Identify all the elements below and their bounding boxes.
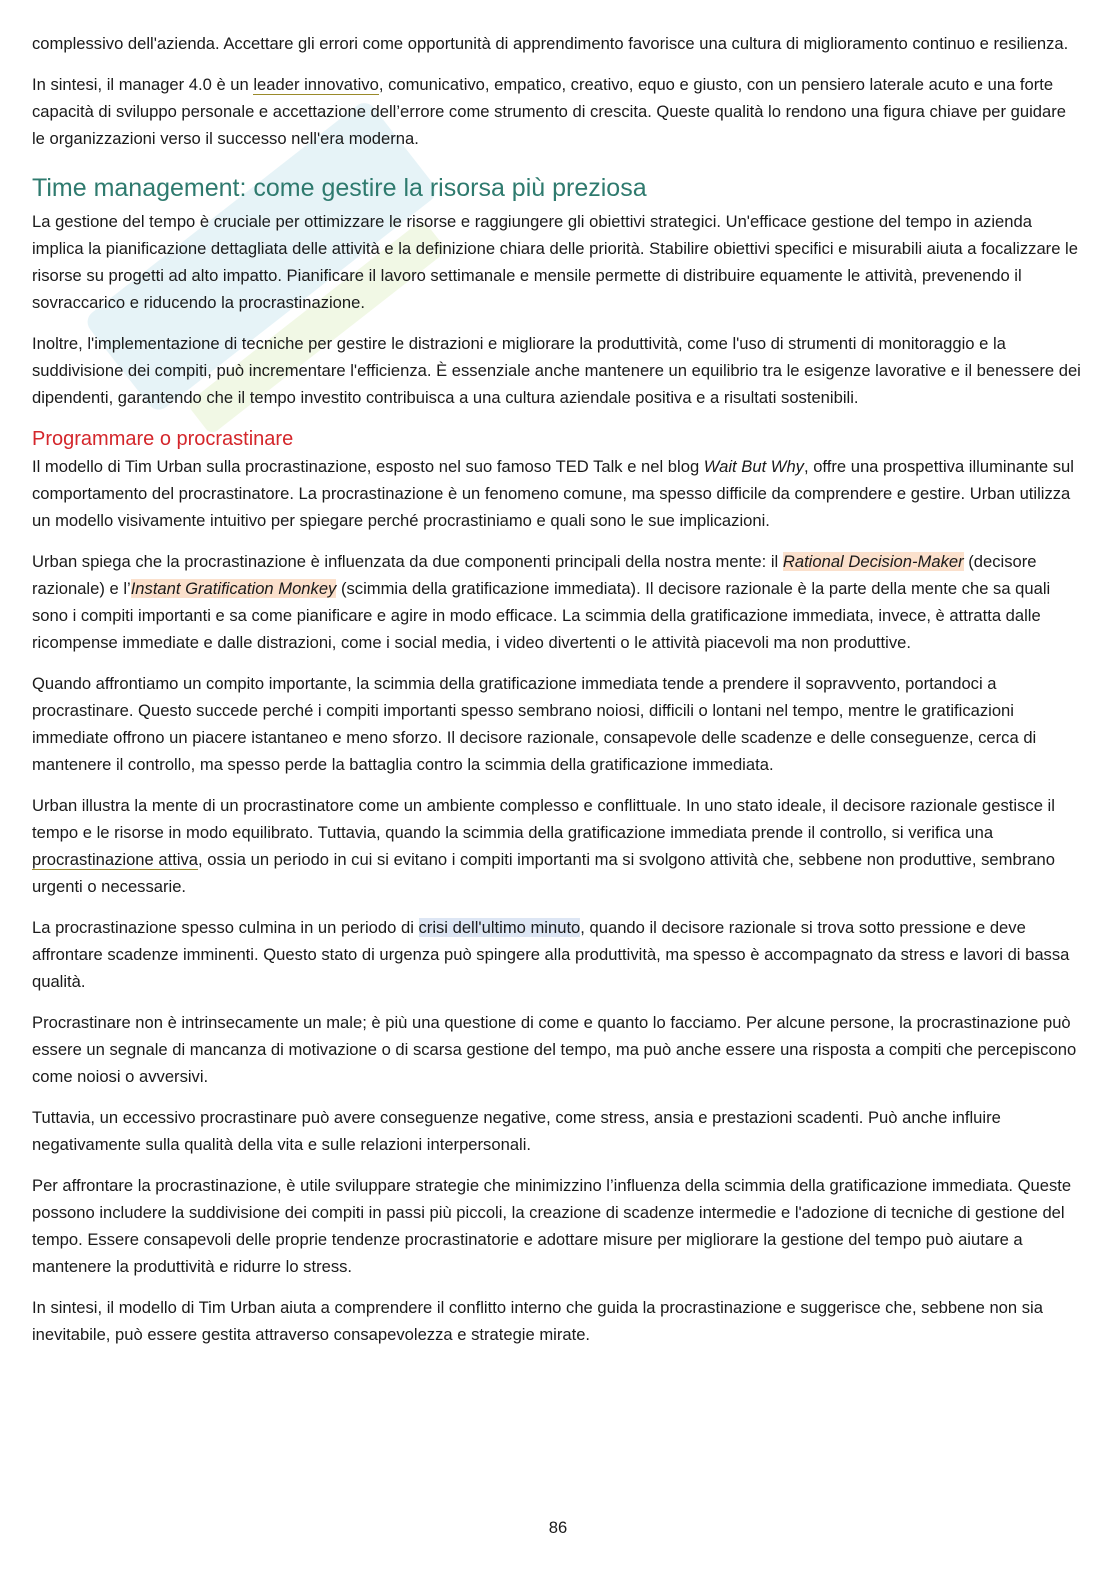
highlight-rational-decision-maker: Rational Decision-Maker [782,552,964,571]
section-heading: Time management: come gestire la risorsa più preziosa [32,174,647,202]
subsection-heading: Programmare o procrastinare [32,428,294,450]
text-span: (scimmia della gratificazione immediata). Il decisore razionale è la parte della mente che sa quali sono i compiti importanti e sa come pianificare e agire in modo efficace. La scimmia della gratificazione immediata, invece, è attratta dalle ricompense immediate e dalle distrazioni, come i social media, i video divertenti o le attività piacevoli ma non produttive. [32,579,1051,652]
paragraph [32,453,1082,534]
paragraph [32,548,1082,656]
link-procrastinazione-attiva[interactable]: procrastinazione attiva [32,850,199,869]
paragraph: Procrastinare non è intrinsecamente un male; è più una questione di come e quanto lo facciamo. Per alcune persone, la procrastinazione può essere un segnale di mancanza di motivazione o di scarsa gestione del tempo, ma può anche essere una risposta a compiti che percepiscono come noiosi o avversivi. [32,1013,1077,1086]
text-span: , comunicativo, empatico, creativo, equo e giusto, con un pensiero laterale acuto e una forte capacità di sviluppo personale e accettazione dell’errore come strumento di crescita. Queste qualità lo rendono una figura chiave per guidare le organizzazioni verso il successo nell'era moderna. [32,75,1067,148]
paragraph: La gestione del tempo è cruciale per ottimizzare le risorse e raggiungere gli obiettivi strategici. Un'efficace gestione del tempo in azienda implica la pianificazione dettagliata delle attività e la definizione chiara delle priorità. Stabilire obiettivi specifici e misurabili aiuta a focalizzare le risorse su progetti ad alto impatto. Pianificare il lavoro settimanale e mensile permette di distribuire equamente le attività, prevenendo il sovraccarico e riducendo la procrastinazione. [32,212,1078,312]
text-span: , offre una prospettiva illuminante sul comportamento del procrastinatore. La procrastinazione è un fenomeno comune, ma spesso difficile da comprendere e gestire. Urban utilizza un modello visivamente intuitivo per spiegare perché procrastiniamo e quali sono le sue implicazioni. [32,457,1074,530]
text-span: Urban spiega che la procrastinazione è influenzata da due componenti principali della nostra mente: il [32,552,783,571]
paragraph: Per affrontare la procrastinazione, è utile sviluppare strategie che minimizzino l’influenza della scimmia della gratificazione immediata. Queste possono includere la suddivisione dei compiti in passi più piccoli, la creazione di scadenze intermedie e l'adozione di tecniche di gestione del tempo. Essere consapevoli delle proprie tendenze procrastinatorie e adottare misure per migliorare la gestione del tempo può aiutare a mantenere la produttività e ridurre lo stress. [32,1176,1072,1276]
text-span: Urban illustra la mente di un procrastinatore come un ambiente complesso e conflittuale. In uno stato ideale, il decisore razionale gestisce il tempo e le risorse in modo equilibrato. Tuttavia, quando la scimmia della gratificazione immediata prende il controllo, si verifica una [32,796,1055,842]
paragraph [32,792,1082,900]
paragraph [32,71,1082,152]
text-span: In sintesi, il manager 4.0 è un [32,75,254,94]
link-leader-innovativo[interactable]: leader innovativo [253,75,379,94]
text-span: , quando il decisore razionale si trova sotto pressione e deve affrontare scadenze imminenti. Questo stato di urgenza può spingere alla produttività, ma spesso è accompagnato da stress e lavori di bassa qualità. [32,918,1070,991]
paragraph: Inoltre, l'implementazione di tecniche per gestire le distrazioni e migliorare la produttività, come l'uso di strumenti di monitoraggio e la suddivisione dei compiti, può incrementare l'efficienza. È essenziale anche mantenere un equilibrio tra le esigenze lavorative e il benessere dei dipendenti, garantendo che il tempo investito contribuisca a una cultura aziendale positiva e a risultati sostenibili. [32,334,1081,407]
highlight-crisi-ultimo-minuto: crisi dell'ultimo minuto [418,918,581,937]
paragraph: complessivo dell'azienda. Accettare gli errori come opportunità di apprendimento favorisce una cultura di miglioramento continuo e resilienza. [32,34,1069,53]
paragraph: Quando affrontiamo un compito importante, la scimmia della gratificazione immediata tende a prendere il sopravvento, portandoci a procrastinare. Questo succede perché i compiti importanti spesso sembrano noiosi, difficili o lontani nel tempo, mentre le gratificazioni immediate offrono un piacere istantaneo e meno sforzo. Il decisore razionale, consapevole delle scadenze e delle conseguenze, cerca di mantenere il controllo, ma spesso perde la battaglia contro la scimmia della gratificazione immediata. [32,674,1037,774]
text-span: , ossia un periodo in cui si evitano i compiti importanti ma si svolgono attività che, sebbene non produttive, sembrano urgenti o necessarie. [32,850,1055,896]
text-span: (decisore razionale) e l’ [32,552,1037,598]
page-number: 86 [548,1518,568,1537]
paragraph: In sintesi, il modello di Tim Urban aiuta a comprendere il conflitto interno che guida la procrastinazione e suggerisce che, sebbene non sia inevitabile, può essere gestita attraverso consapevolezza e strategie mirate. [32,1298,1043,1344]
document-page [32,30,1082,1362]
italic-text: Wait But Why [703,457,804,476]
paragraph: Tuttavia, un eccessivo procrastinare può avere conseguenze negative, come stress, ansia e prestazioni scadenti. Può anche influire negativamente sulla qualità della vita e sulle relazioni interpersonali. [32,1108,1001,1154]
text-span: Il modello di Tim Urban sulla procrastinazione, esposto nel suo famoso TED Talk e nel blog [32,457,704,476]
text-span: La procrastinazione spesso culmina in un periodo di [32,918,419,937]
paragraph [32,914,1082,995]
highlight-instant-gratification-monkey: Instant Gratification Monkey [130,579,337,598]
